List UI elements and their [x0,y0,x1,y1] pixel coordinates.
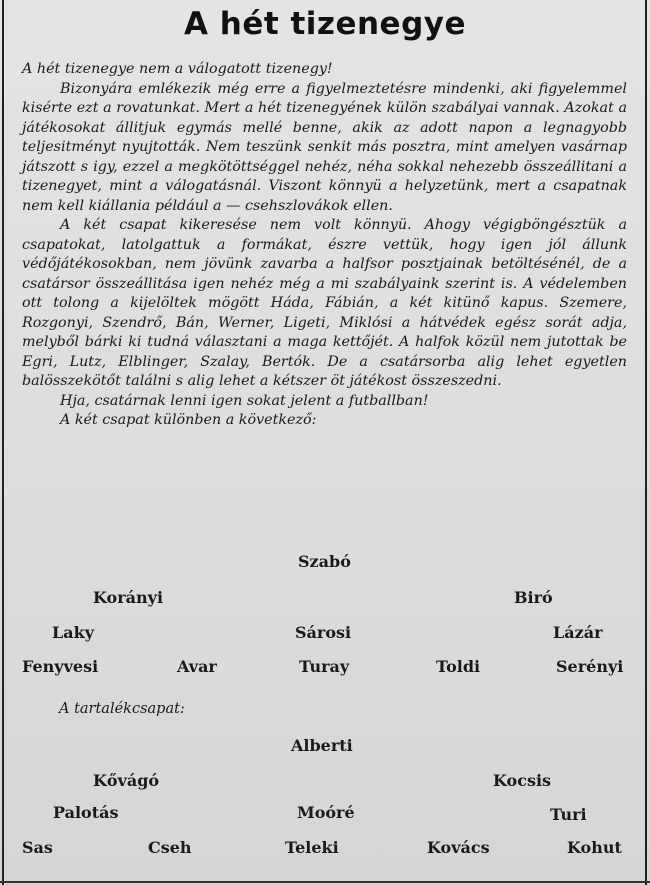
left-border-rule [2,0,4,885]
player-goalkeeper: Alberti [291,736,353,755]
player-forward: Kovács [427,838,490,857]
player-forward: Toldi [436,657,481,676]
player-back: Kővágó [93,771,160,790]
player-forward: Avar [177,657,217,676]
reserve-team-label: A tartalékcsapat: [59,701,185,717]
player-forward: Kohut [567,838,622,857]
article-title: A hét tizenegye [183,6,467,42]
article-paragraph: A hét tizenegye nem a válogatott tizenegy! [22,61,333,77]
player-back: Korányi [93,588,164,607]
article-paragraph: Bizonyára emlékezik még erre a figyelmeztetésre mindenki, aki figyelemmel kisérte ezt a rovatunkat. Mert a hét tizenegyének külön szabályai vannak. Azokat a játékosokat állitjuk egymás mellé benne, akik az adott napon a legnagyobb teljesitményt nyujtották. Nem teszünk senkit más posztra, mint amelyen vasárnap játszott s igy, ezzel a megkötöttséggel nehéz, néha sokkal nehezebb összeállitani a tizenegyet, mint a válogatásnál. Viszont könnyü a helyzetünk, mert a csapatnak nem kell kiállania például a — csehszlovákok ellen. [22,80,627,214]
player-back: Kocsis [493,771,552,790]
article-paragraph: A két csapat különben a következő: [60,412,317,428]
player-forward: Fenyvesi [22,657,99,676]
bottom-border-rule [0,881,650,883]
player-forward: Sas [22,838,53,857]
article-paragraph: A két csapat kikeresése nem volt könnyü. Ahogy végigböngésztük a csapatokat, latolgattuk a formákat, észre vettük, hogy igen jól állunk védőjátékosokban, nem jövünk zavarba a halfsor posztjainak betöltésénél, de a csatársor összeállitása igen nehéz még a mi szabályaink szerint is. A védelemben ott tolong a kijelöltek mögött Háda, Fábián, a két kitünő kapus. Szemere, Rozgonyi, Szendrő, Bán, Werner, Ligeti, Miklósi a hátvédek egész sorát adja, melyből bárki ki tudná választani a maga kettőjét. A halfok közül nem jutottak be Egri, Lutz, Elblinger, Szalay, Bertók. De a csatársorba alig lehet egyetlen balösszekötőt találni s alig lehet a kétszer öt játékost összeszedni. [22,217,627,389]
player-forward: Turay [299,657,350,676]
player-forward: Serényi [556,657,624,676]
player-half: Turi [550,805,587,824]
player-forward: Cseh [148,838,192,857]
player-goalkeeper: Szabó [298,552,351,571]
player-back: Biró [514,588,553,607]
player-half: Laky [52,623,94,642]
article-paragraph: Hja, csatárnak lenni igen sokat jelent a futballban! [60,392,429,409]
player-half: Lázár [553,623,603,642]
player-half: Moóré [297,803,355,822]
player-half: Palotás [53,803,119,822]
article-body [22,60,627,431]
player-forward: Teleki [285,838,339,857]
player-half: Sárosi [295,623,352,642]
right-border-rule [645,0,647,885]
